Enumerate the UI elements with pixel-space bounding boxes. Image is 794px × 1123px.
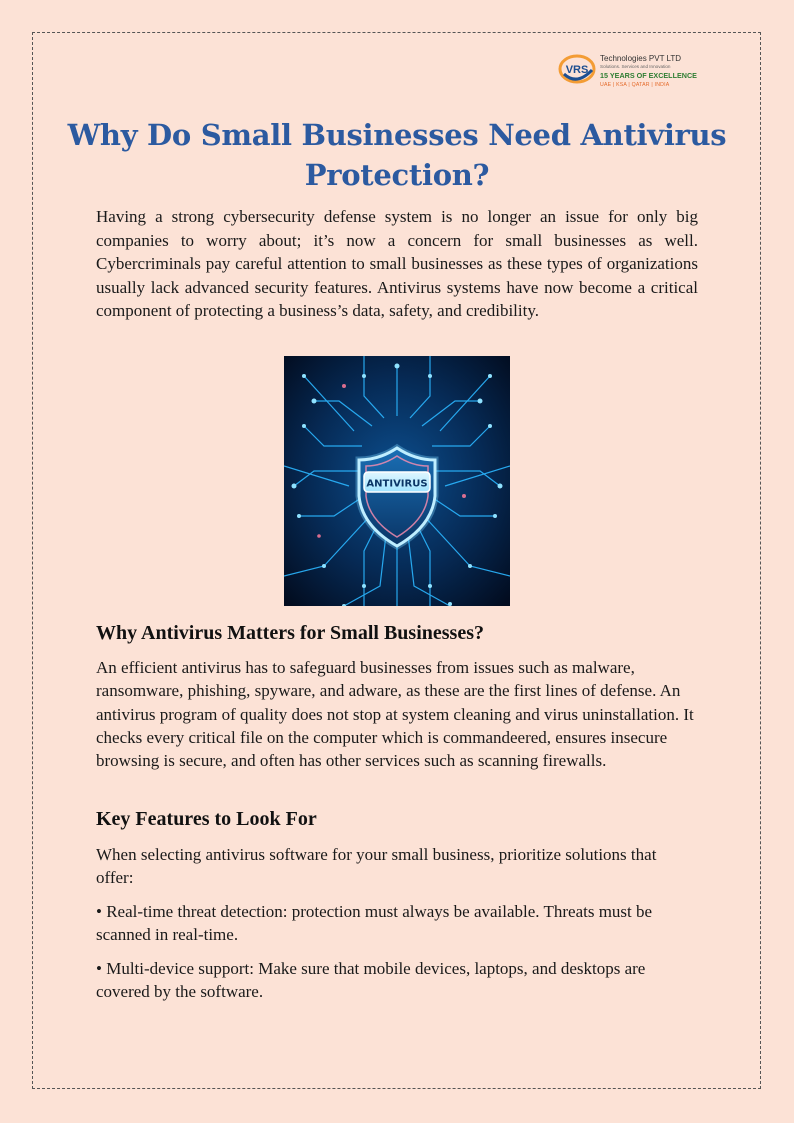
logo-mark-text: VRS: [565, 64, 589, 76]
antivirus-label: ANTIVIRUS: [366, 478, 428, 490]
intro-paragraph: Having a strong cybersecurity defense system is no longer an issue for only big companies to worry about; it’s now a concern for small businesses as well. Cybercriminals pay careful attention to small businesses as these types of organizations usually lack advanced security features. Antivirus systems have now become a critical component of protecting a business’s data, safety, and credibility.: [96, 207, 698, 320]
logo-years: 15 YEARS OF EXCELLENCE: [600, 71, 697, 80]
logo-regions: UAE | KSA | QATAR | INDIA: [600, 82, 670, 88]
section-heading-why-antivirus: Why Antivirus Matters for Small Businesses?: [96, 622, 484, 644]
company-logo: [558, 50, 708, 94]
key-features-lead: When selecting antivirus software for your small business, prioritize solutions that offer:: [96, 845, 657, 888]
feature-bullet: • Multi-device support: Make sure that mobile devices, laptops, and desktops are covered by the software.: [96, 959, 646, 1002]
page-title: Why Do Small Businesses Need Antivirus Protection?: [67, 118, 727, 192]
feature-bullet: • Real-time threat detection: protection must always be available. Threats must be scanned in real-time.: [96, 902, 653, 945]
section-heading-key-features: Key Features to Look For: [96, 808, 317, 830]
section-why-antivirus-body: An efficient antivirus has to safeguard businesses from issues such as malware, ransomware, phishing, spyware, and adware, as these are the first lines of defense. An antivirus program of quality does not stop at system cleaning and virus uninstallation. It checks every critical file on the computer which is commandeered, ensures insecure browsing is secure, and often has other services such as scanning firewalls.: [96, 658, 694, 771]
circuit-shield-illustration: [284, 356, 510, 606]
logo-company-name: Technologies PVT LTD: [600, 54, 682, 63]
antivirus-hero-image: [284, 356, 510, 606]
vrs-logo-icon: [558, 52, 598, 86]
logo-tagline: Solutions. Services and Innovation: [600, 64, 671, 69]
